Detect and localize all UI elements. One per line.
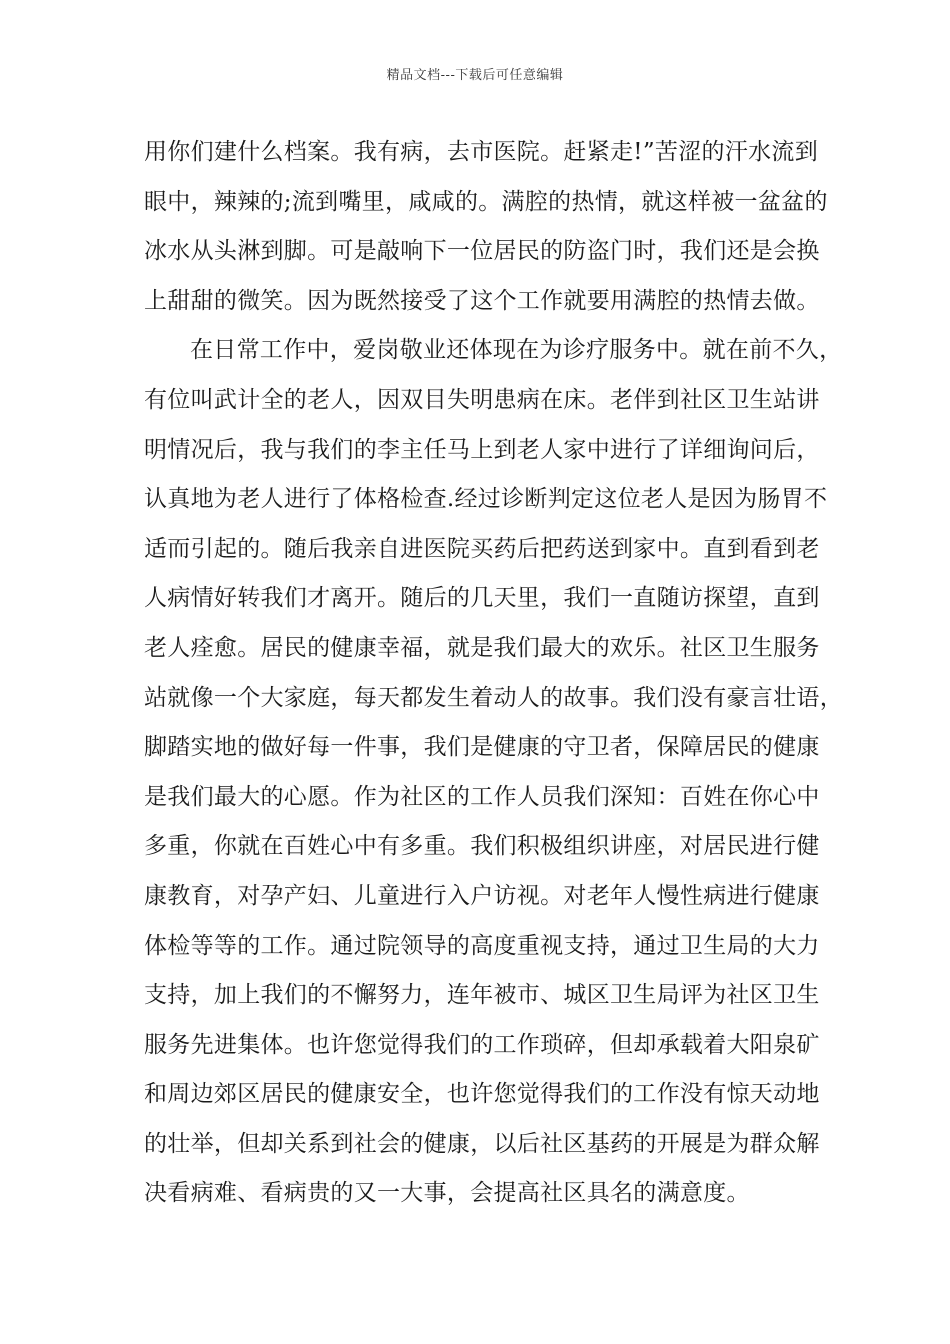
text-line: 用你们建什么档案。我有病，去市医院。赶紧走!”苦涩的汗水流到 <box>144 139 819 165</box>
text-line: 决看病难、看病贵的又一大事，会提高社区具名的满意度。 <box>144 1180 750 1207</box>
text-line: 的壮举，但却关系到社会的健康，以后社区基药的开展是为群众解 <box>144 1130 820 1157</box>
text-line: 有位叫武计全的老人，因双目失明患病在床。老伴到社区卫生站讲 <box>144 386 820 413</box>
text-line: 体检等等的工作。通过院领导的高度重视支持，通过卫生局的大力 <box>144 932 820 959</box>
page-header: 精品文档---下载后可任意编辑 <box>386 68 564 83</box>
paragraph-1 <box>144 128 828 326</box>
text-line: 是我们最大的心愿。作为社区的工作人员我们深知：百姓在你心中 <box>144 783 820 810</box>
document-body <box>144 128 843 1219</box>
text-line: 上甜甜的微笑。因为既然接受了这个工作就要用满腔的热情去做。 <box>144 287 820 314</box>
text-line: 人病情好转我们才离开。随后的几天里，我们一直随访探望，直到 <box>144 585 820 612</box>
text-line: 服务先进集体。也许您觉得我们的工作琐碎，但却承载着大阳泉矿 <box>144 1031 820 1058</box>
text-line: 在日常工作中，爱岗敬业还体现在为诊疗服务中。就在前不久， <box>190 337 843 364</box>
text-line: 适而引起的。随后我亲自进医院买药后把药送到家中。直到看到老 <box>144 535 820 562</box>
text-line: 脚踏实地的做好每一件事，我们是健康的守卫者，保障居民的健康 <box>144 734 820 761</box>
text-line: 多重，你就在百姓心中有多重。我们积极组织讲座，对居民进行健 <box>144 833 820 860</box>
text-line: 冰水从头淋到脚。可是敲响下一位居民的防盗门时，我们还是会换 <box>144 238 820 265</box>
paragraph-2 <box>144 326 843 1219</box>
text-line: 康教育，对孕产妇、儿童进行入户访视。对老年人慢性病进行健康 <box>144 882 820 909</box>
text-line: 支持，加上我们的不懈努力，连年被市、城区卫生局评为社区卫生 <box>144 982 820 1009</box>
text-line: 认真地为老人进行了体格检查.经过诊断判定这位老人是因为肠胃不 <box>144 486 828 513</box>
text-line: 老人痊愈。居民的健康幸福，就是我们最大的欢乐。社区卫生服务 <box>144 634 820 661</box>
text-line: 站就像一个大家庭，每天都发生着动人的故事。我们没有豪言壮语， <box>144 684 843 711</box>
text-line: 眼中，辣辣的;流到嘴里，咸咸的。满腔的热情，就这样被一盆盆的 <box>144 188 828 215</box>
text-line: 明情况后，我与我们的李主任马上到老人家中进行了详细询问后， <box>144 436 820 463</box>
text-line: 和周边郊区居民的健康安全，也许您觉得我们的工作没有惊天动地 <box>144 1081 820 1108</box>
